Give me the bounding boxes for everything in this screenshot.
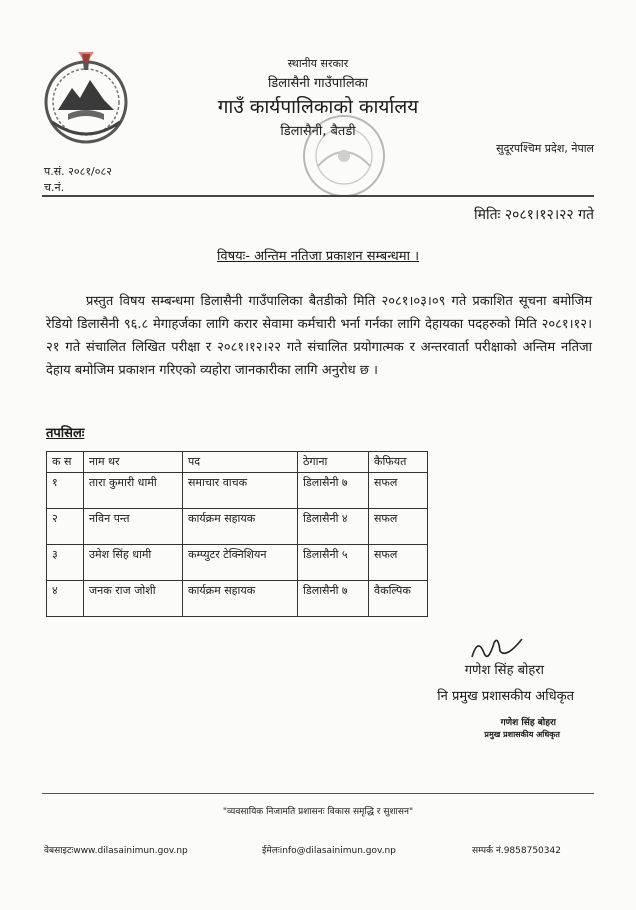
column-header-post: पद xyxy=(183,452,298,473)
results-table xyxy=(46,451,428,617)
column-header-address: ठेगाना xyxy=(298,452,369,473)
cell-name: तारा कुमारी धामी xyxy=(84,473,183,509)
signatory-name: गणेश सिंह बोहरा xyxy=(464,663,544,678)
header-local-government: स्थानीय सरकार xyxy=(287,57,349,70)
header-divider xyxy=(42,195,594,197)
cell-remarks: सफल xyxy=(369,473,428,509)
cell-address: डिलासैनी ७ xyxy=(298,581,369,617)
table-row xyxy=(47,509,428,545)
cell-serial: १ xyxy=(47,473,84,509)
cell-name: जनक राज जोशी xyxy=(84,581,183,617)
header-office-title: गाउँ कार्यपालिकाको कार्यालय xyxy=(217,96,419,118)
cell-serial: ४ xyxy=(47,581,84,617)
table-row xyxy=(47,473,428,509)
stamp-name: गणेश सिंह बोहरा xyxy=(500,718,556,728)
cell-serial: ३ xyxy=(47,545,84,581)
table-row xyxy=(47,545,428,581)
cell-serial: २ xyxy=(47,509,84,545)
table-row xyxy=(47,581,428,617)
column-header-remarks: कैफियत xyxy=(369,452,428,473)
column-header-serial: क स xyxy=(47,452,84,473)
letter-body: प्रस्तुत विषय सम्बन्धमा डिलासैनी गाउँपालिका बैतडीको मिति २०८१।०३।०९ गते प्रकाशित सूचना बमोजिम रेडियो डिलासैनी ९६.८ मेगाहर्जका लागि करार सेवामा कर्मचारी भर्ना गर्नका लागि देहायका पदहरुको मिति २०८१।१२।२१ गते संचालित लिखित परीक्षा र २०८१।१२।२२ गते संचालित प्रयोगात्मक र अन्तरवार्ता परीक्षाको अन्तिम नतिजा देहाय बमोजिम प्रकाशन गरिएको व्यहोरा जानकारीका लागि अनुरोध छ । xyxy=(46,294,592,378)
header-municipality: डिलासैनी गाउँपालिका xyxy=(267,76,369,91)
letter-date: मितिः २०८१।१२।२२ गते xyxy=(473,207,594,223)
cell-remarks: सफल xyxy=(369,509,428,545)
letter-subject-text: विषयः- अन्तिम नतिजा प्रकाशन सम्बन्धमा । xyxy=(216,249,420,264)
cell-address: डिलासैनी ४ xyxy=(298,509,369,545)
column-header-name: नाम थर xyxy=(84,452,183,473)
footer-divider xyxy=(42,793,594,794)
cell-name: नविन पन्त xyxy=(84,509,183,545)
footer-email: ईमेलःinfo@dilasainimun.gov.np xyxy=(262,846,396,856)
stamp-role: प्रमुख प्रशासकीय अधिकृत xyxy=(484,730,560,739)
reference-block xyxy=(44,164,112,196)
cell-name: उमेश सिंह धामी xyxy=(84,545,183,581)
dispatch-number: च.नं. xyxy=(44,181,65,194)
footer-phone: सम्पर्क नं.9858750342 xyxy=(472,846,561,856)
letter-subject xyxy=(0,246,636,264)
office-seal-icon xyxy=(288,108,400,204)
cell-post: कार्यक्रम सहायक xyxy=(183,509,298,545)
table-label: तपसिलः xyxy=(46,426,85,441)
table-header-row xyxy=(47,452,428,473)
reference-number: प.सं. २०८१/०८२ xyxy=(44,165,112,178)
cell-remarks: वैकल्पिक xyxy=(369,581,428,617)
header-province: सुदूरपश्चिम प्रदेश, नेपाल xyxy=(496,142,594,155)
signatory-role: नि प्रमुख प्रशासकीय अधिकृत xyxy=(437,689,574,704)
footer-website: वेबसाइटःwww.dilasainimun.gov.np xyxy=(44,846,188,856)
cell-address: डिलासैनी ५ xyxy=(298,545,369,581)
cell-address: डिलासैनी ७ xyxy=(298,473,369,509)
cell-post: समाचार वाचक xyxy=(183,473,298,509)
cell-post: कम्प्युटर टेक्निशियन xyxy=(183,545,298,581)
cell-post: कार्यक्रम सहायक xyxy=(183,581,298,617)
header-address: डिलासैनी, बैतडी xyxy=(280,124,356,139)
cell-remarks: सफल xyxy=(369,545,428,581)
footer-slogan: "व्यवसायिक निजामति प्रशासनः विकास समृद्धि र सुशासन" xyxy=(222,807,414,817)
